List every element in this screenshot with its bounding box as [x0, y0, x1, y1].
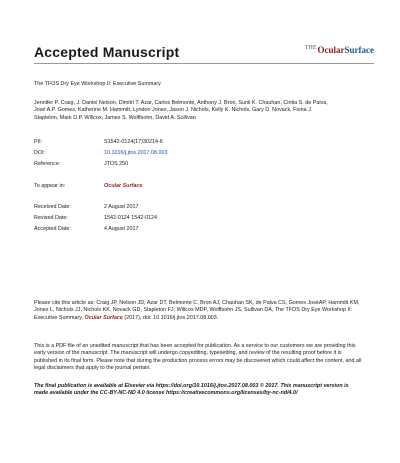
header-divider [34, 63, 374, 64]
received-label: Received Date: [34, 204, 71, 210]
revised-label: Revised Date: [34, 215, 68, 221]
doi-link[interactable]: 10.1016/j.jtos.2017.08.003 [104, 150, 168, 156]
pii-value: S1542-0124(17)30214-6 [104, 139, 163, 145]
citation-body: Craig JP, Nelson JD, Azar DT, Belmonte C, Bron AJ, Chauhan SK, de Paiva CS, Gomes JoséAP, Hammitt KM, Jones L, Nichols JJ, Nichols KK, Novack GD, Stapleton FJ, Willcox MDP, Wolffsohn JS, Sullivan DA, The TFOS Dry Eye Workshop II: Executive Summary, [34, 300, 360, 321]
page-heading: Accepted Manuscript [34, 44, 180, 60]
appear-journal: Ocular Surface [104, 183, 143, 189]
reference-value: JTOS 250 [104, 161, 129, 167]
doi-label: DOI: [34, 150, 46, 156]
reference-label: Reference: [34, 161, 61, 167]
accepted-label: Accepted Date: [34, 226, 71, 232]
journal-logo: $^{THE}$OcularSurface [304, 45, 374, 55]
citation-block [34, 300, 364, 322]
citation-journal: Ocular Surface [84, 314, 123, 321]
received-value: 2 August 2017 [104, 204, 139, 210]
pii-label: PII: [34, 139, 43, 145]
author-list: Jennifer P. Craig, J. Daniel Nelson, Dimitri T. Azar, Carlos Belmonte, Anthony J. Bron, Sunil K. Chauhan, Cintia S. de Paiva, José A.P. Gomes, Katherine M. Hammitt, Lyndon Jones, Jason J. Nichols, Kelly K. Nichols, Gary D. Novack, Fiona J. Stapleton, Mark D.P. Willcox, James S. Wolffsohn, David A. Sullivan [34, 100, 328, 121]
article-title: The TFOS Dry Eye Workshop II: Executive Summary [34, 81, 161, 87]
revised-value: 1542-0124 1542-0124 [104, 215, 158, 221]
accepted-value: 4 August 2017 [104, 226, 139, 232]
final-publication-notice: The final publication is available at Elsevier via https://doi.org/10.1016/j.jtos.2017.08.003 © 2017. This manuscript version is made available under the CC-BY-NC-ND 4.0 license https://creativecommons.org/licenses/by-nc-nd/4.0/ [34, 383, 349, 397]
appear-label: To appear in: [34, 183, 66, 189]
citation-lead: Please cite this article as: [34, 300, 95, 306]
citation-tail: (2017), doi: 10.1016/j.jtos.2017.08.003. [124, 314, 219, 321]
disclaimer-note: This is a PDF file of an unedited manuscript that has been accepted for publication. As a service to our customers we are providing this early version of the manuscript. The manuscript will undergo copyediting, typesetting, and review of the resulting proof before it is published in its final form. Please note that during the production process errors may be discovered which could affect the content, and all legal disclaimers that apply to the journal pertain. [34, 343, 362, 372]
header [34, 44, 374, 60]
